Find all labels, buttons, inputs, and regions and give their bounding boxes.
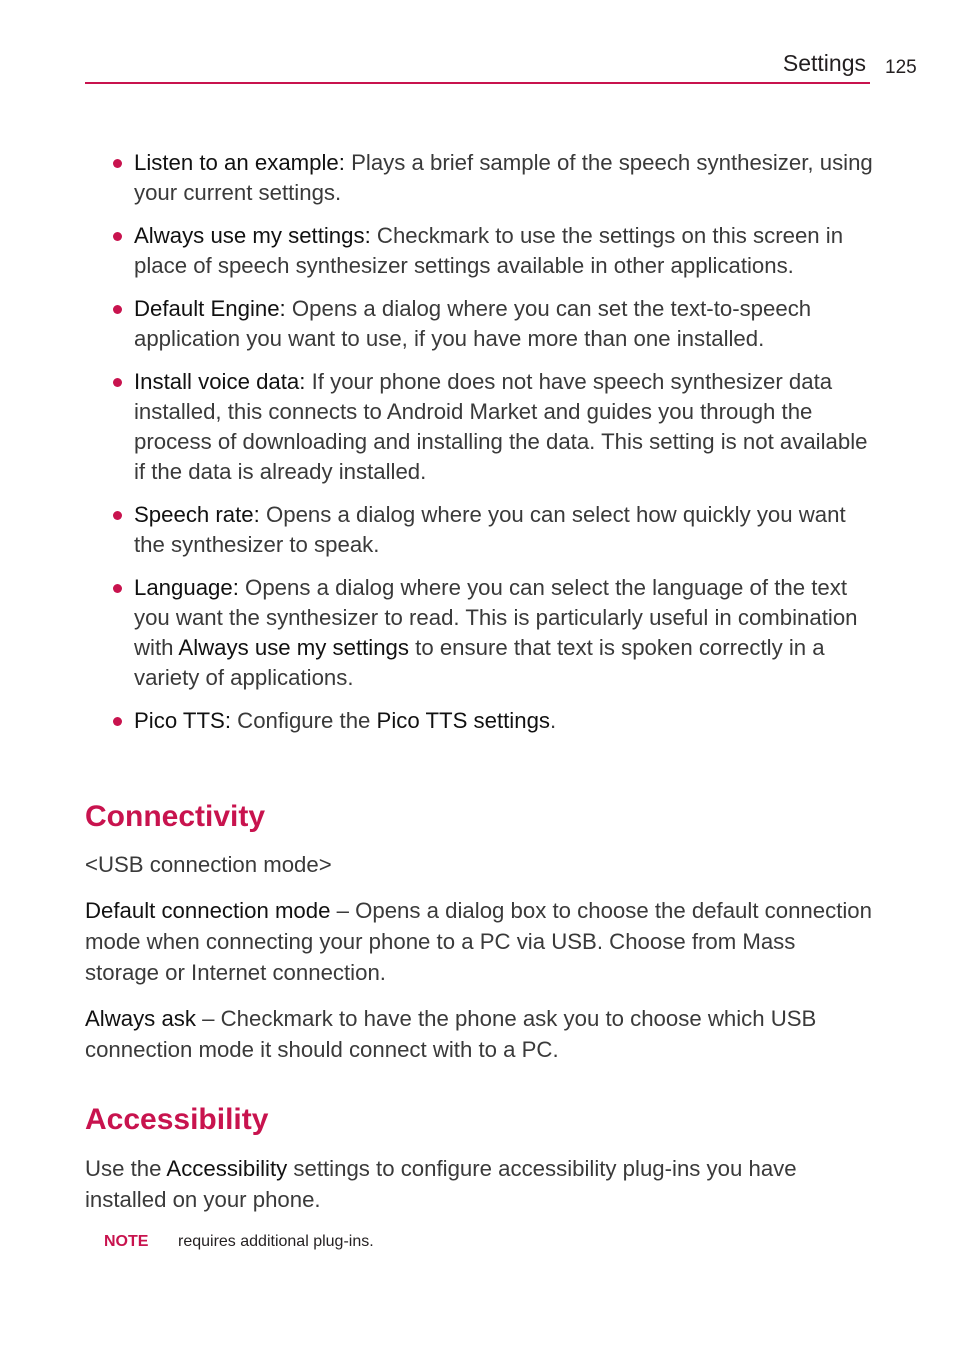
connectivity-heading: Connectivity [85, 800, 266, 833]
note [104, 1233, 374, 1251]
bullet-language [110, 573, 875, 693]
paragraph-term: Accessibility [166, 1156, 288, 1181]
bullet-term: Pico TTS: [134, 708, 231, 733]
paragraph-text: Use the [85, 1156, 167, 1181]
accessibility-paragraph [85, 1153, 875, 1215]
bullet-default-engine [110, 294, 875, 354]
usb-connection-mode-subheading: <USB connection mode> [85, 852, 332, 877]
bullet-desc: Opens a dialog where you can select how quickly you want the synthesizer to speak. [134, 502, 846, 557]
bullet-listen-example [110, 148, 875, 208]
accessibility-heading: Accessibility [85, 1103, 269, 1136]
bullet-desc: to ensure that text is spoken correctly in a variety of applications. [134, 635, 825, 690]
bullet-icon [113, 232, 122, 241]
bullet-desc: Opens a dialog where you can select the language of the text you want the synthesizer to read. This is particularly useful in combination with [134, 575, 858, 660]
paragraph-term: Default connection mode [85, 898, 331, 923]
bullet-icon [113, 584, 122, 593]
note-text: requires additional plug-ins. [178, 1233, 374, 1250]
bullet-desc: Checkmark to use the settings on this screen in place of speech synthesizer settings available in other applications. [134, 223, 844, 278]
bullet-icon [113, 378, 122, 387]
bullet-pico-tts [110, 706, 875, 736]
note-label: NOTE [104, 1233, 149, 1250]
bullet-term: Default Engine: [134, 296, 286, 321]
bullet-always-use-settings [110, 221, 875, 281]
bullet-term: Always use my settings: [134, 223, 371, 248]
bullet-desc: Opens a dialog where you can set the text-to-speech application you want to use, if you have more than one installed. [134, 296, 812, 351]
bullet-icon [113, 159, 122, 168]
bullet-term: Listen to an example: [134, 150, 345, 175]
bullet-term: Speech rate: [134, 502, 260, 527]
bullet-speech-rate [110, 500, 875, 560]
paragraph-text: – Checkmark to have the phone ask you to choose which USB connection mode it should connect with to a PC. [85, 1006, 817, 1062]
bullet-term-inline: Pico TTS settings [376, 708, 551, 733]
bullet-icon [113, 511, 122, 520]
bullet-install-voice-data [110, 367, 875, 487]
bullet-term: Language: [134, 575, 239, 600]
paragraph-text: – Opens a dialog box to choose the default connection mode when connecting your phone to a PC via USB. Choose from Mass storage or Internet connection. [85, 898, 872, 985]
settings-bullet-list [110, 148, 875, 749]
bullet-desc: Configure the [231, 708, 377, 733]
always-ask-paragraph [85, 1003, 875, 1065]
header-title: Settings [782, 50, 866, 76]
bullet-icon [113, 717, 122, 726]
bullet-icon [113, 305, 122, 314]
bullet-term-inline: Always use my settings [178, 635, 409, 660]
bullet-term: Install voice data: [134, 369, 306, 394]
page-number: 125 [885, 57, 917, 78]
page-header [85, 48, 870, 84]
paragraph-text: settings to configure accessibility plug-ins you have installed on your phone. [85, 1156, 797, 1212]
bullet-desc: Plays a brief sample of the speech synthesizer, using your current settings. [134, 150, 873, 205]
default-connection-mode-paragraph [85, 895, 875, 988]
paragraph-term: Always ask [85, 1006, 196, 1031]
bullet-desc: . [550, 708, 557, 733]
bullet-desc: If your phone does not have speech synthesizer data installed, this connects to Android Market and guides you through the process of downloading and installing the data. This setting is not available if the data is already installed. [134, 369, 868, 484]
